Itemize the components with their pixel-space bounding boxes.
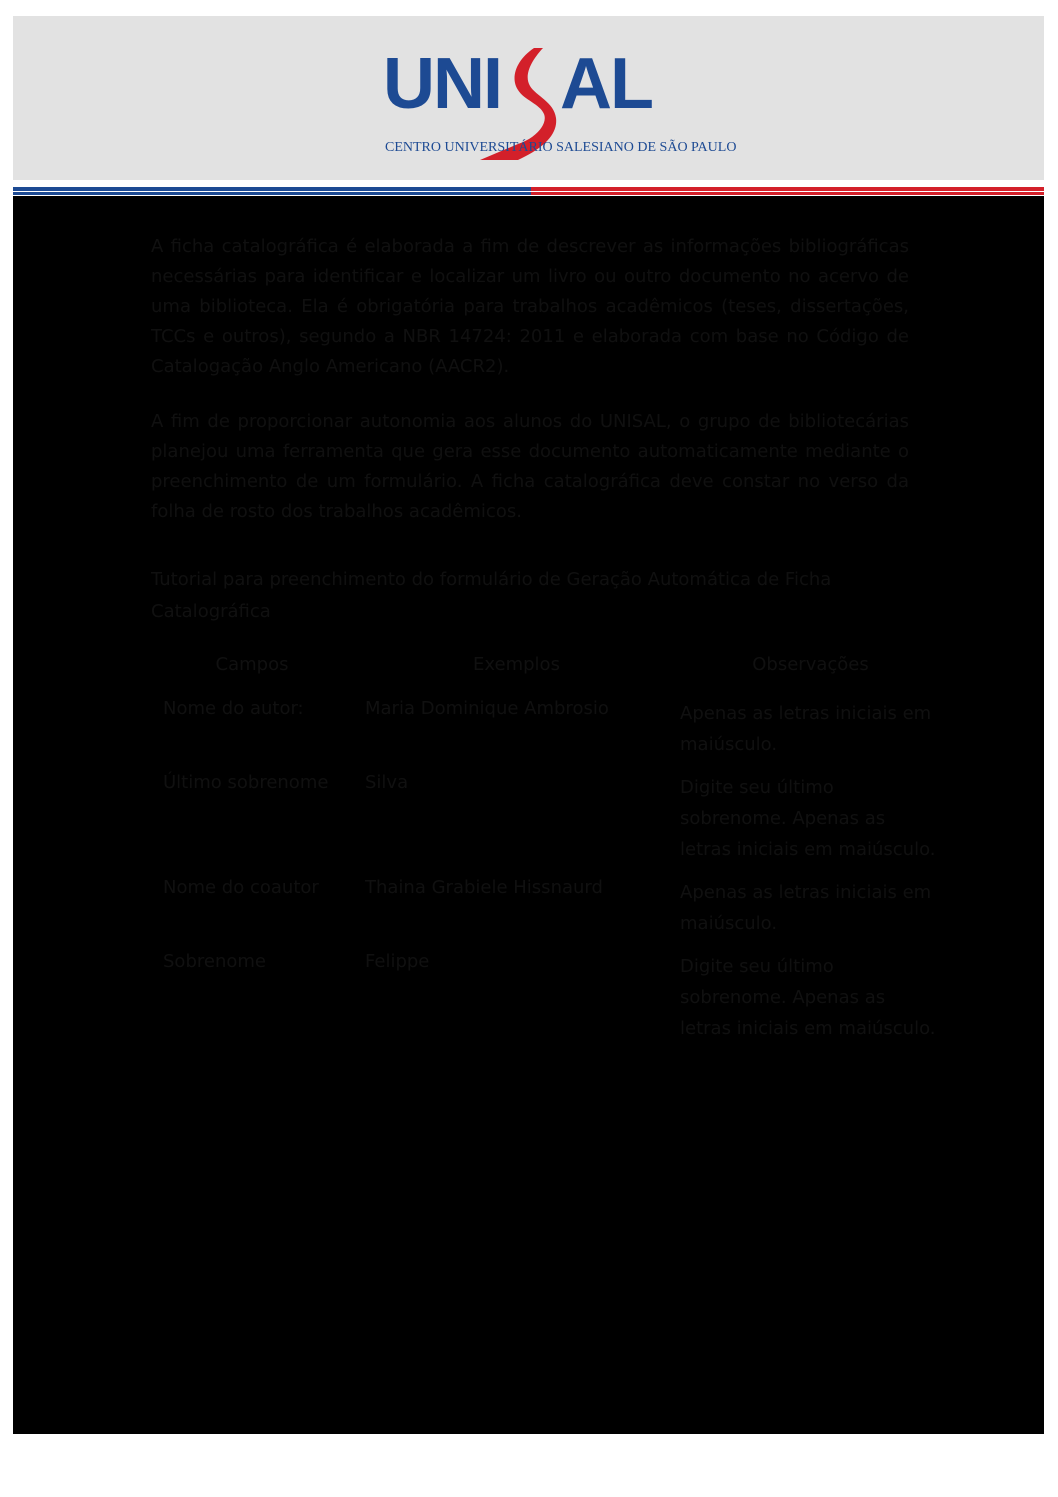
header-stripe-divider — [13, 191, 1044, 192]
svg-text:UNI: UNI — [383, 44, 501, 124]
campo-cell: Nome do autor: — [163, 698, 304, 719]
intro-paragraph-2: A fim de proporcionar autonomia aos alunos do UNISAL, o grupo de bibliotecárias planejou uma ferramenta que gera esse documento automaticamente mediante o preenchimento de um formulário. A ficha catalográfica deve constar no verso da folha de rosto dos trabalhos acadêmicos. — [151, 411, 909, 522]
table-row — [151, 947, 941, 1044]
campo-cell: Sobrenome — [163, 951, 266, 972]
intro-paragraph-1: A ficha catalográfica é elaborada a fim de descrever as informações bibliográficas necessárias para identificar e localizar um livro ou outro documento no acervo de uma biblioteca. Ela é obrigatória para trabalhos acadêmicos (teses, dissertações, TCCs e outros), segundo a NBR 14724: 2011 e elaborada com base no Código de Catalogação Anglo Americano (AACR2). — [151, 236, 909, 377]
table-row — [151, 694, 941, 760]
campo-cell: Último sobrenome — [163, 772, 329, 793]
document-body — [13, 196, 1044, 1434]
observacao-cell: Apenas as letras iniciais em maiúsculo. — [680, 703, 932, 755]
observacao-cell: Apenas as letras iniciais em maiúsculo. — [680, 882, 932, 934]
unisal-logo — [368, 30, 737, 180]
tutorial-title: Tutorial para preenchimento do formulário de Geração Automática de Ficha Catalográfica — [151, 569, 832, 622]
exemplo-cell: Silva — [365, 772, 409, 793]
exemplo-cell: Maria Dominique Ambrosio — [365, 698, 609, 719]
campo-cell: Nome do coautor — [163, 877, 319, 898]
header-exemplos: Exemplos — [473, 654, 560, 675]
page-header — [13, 16, 1044, 180]
header-observacoes: Observações — [752, 654, 869, 675]
table-row — [151, 768, 941, 865]
logo-subtitle: CENTRO UNIVERSITÁRIO SALESIANO DE SÃO PAULO — [385, 140, 737, 155]
observacao-cell: Digite seu último sobrenome. Apenas as letras iniciais em maiúsculo. — [680, 777, 936, 860]
fields-table — [151, 650, 941, 1044]
table-row — [151, 873, 941, 939]
svg-text:AL: AL — [560, 44, 652, 124]
document-content — [151, 232, 936, 1044]
header-campos: Campos — [215, 654, 289, 675]
exemplo-cell: Thaina Grabiele Hissnaurd — [365, 877, 603, 898]
observacao-cell: Digite seu último sobrenome. Apenas as letras iniciais em maiúsculo. — [680, 956, 936, 1039]
exemplo-cell: Felippe — [365, 951, 430, 972]
table-header — [151, 650, 941, 686]
